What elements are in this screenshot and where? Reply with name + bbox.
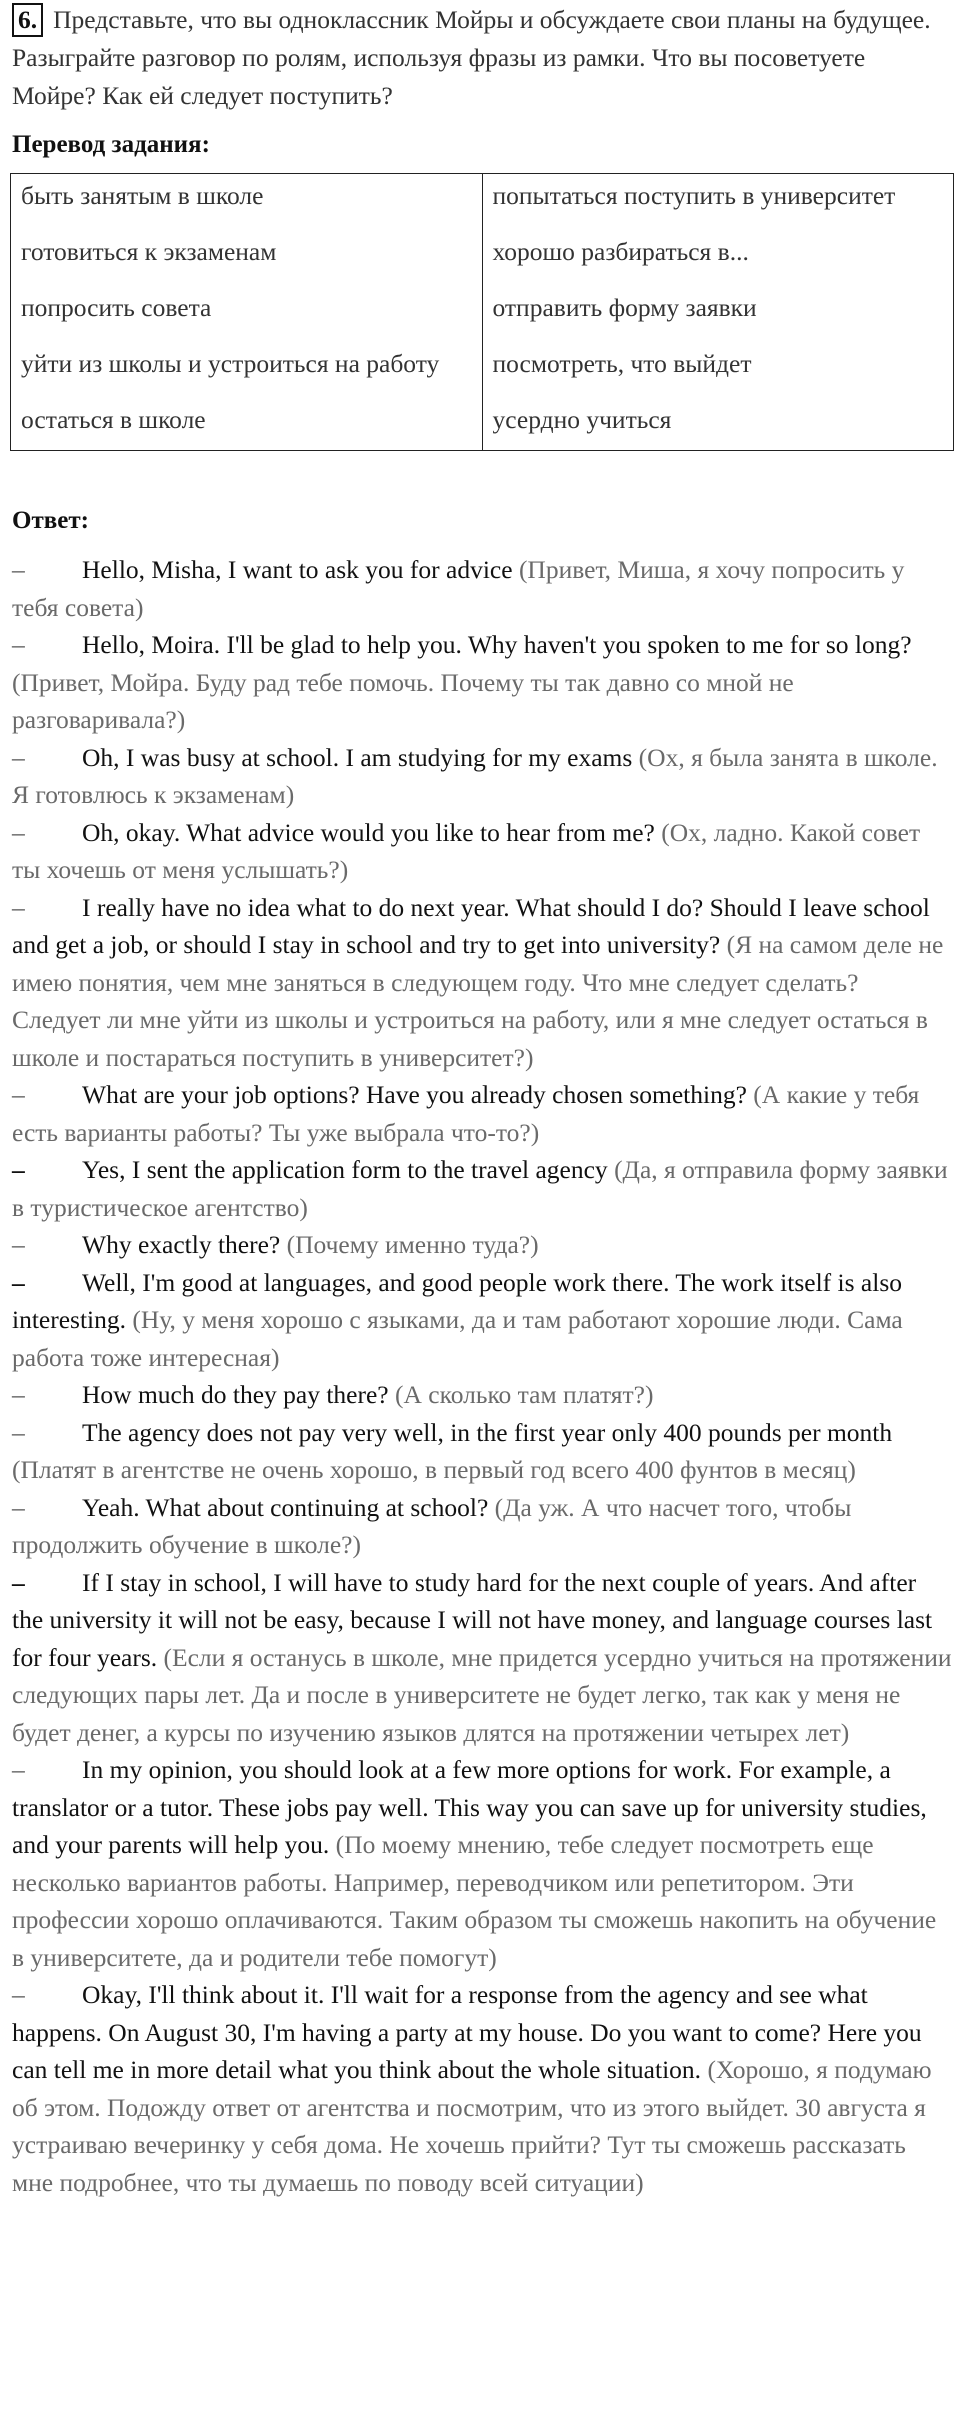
dialogue-russian: (Да, я отправила форму заявки в туристическое агентство) bbox=[12, 1155, 948, 1222]
answer-heading: Ответ: bbox=[12, 507, 89, 534]
dialogue-english: The agency does not pay very well, in the first year only 400 pounds per month bbox=[82, 1417, 893, 1447]
dialogue-line bbox=[12, 551, 952, 626]
dialogue-english: Oh, I was busy at school. I am studying for my exams bbox=[82, 742, 633, 772]
phrase-item: хорошо разбираться в... bbox=[492, 237, 749, 266]
dialogue-dash: – bbox=[12, 1417, 25, 1447]
phrase-item: попросить совета bbox=[21, 293, 212, 322]
dialogue-line bbox=[12, 626, 952, 739]
dialogue-dash: – bbox=[12, 742, 25, 772]
phrase-item: быть занятым в школе bbox=[21, 181, 264, 210]
phrase-item: готовиться к экзаменам bbox=[21, 237, 277, 266]
dialogue-english: Hello, Misha, I want to ask you for advice bbox=[82, 555, 513, 584]
dialogue-english: Why exactly there? bbox=[82, 1230, 281, 1259]
dialogue-line bbox=[12, 1414, 952, 1489]
phrase-item: посмотреть, что выйдет bbox=[492, 349, 752, 378]
dialogue-english: I really have no idea what to do next year. What should I do? Should I leave school and get a job, or should I stay in school and try to get into university? bbox=[12, 892, 930, 959]
dialogue-english: Okay, I'll think about it. I'll wait for a response from the agency and see what happens. On August 30, I'm having a party at my house. Do you want to come? Here you can tell me in more detail what you think about the whole situation. bbox=[12, 1980, 922, 2084]
dialogue-english: Yeah. What about continuing at school? bbox=[82, 1492, 489, 1522]
dialogue-english: Yes, I sent the application form to the travel agency bbox=[82, 1155, 608, 1184]
dialogue-russian: (Ну, у меня хорошо с языками, да и там работают хорошие люди. Сама работа тоже интересная) bbox=[12, 1305, 903, 1372]
phrase-box bbox=[10, 173, 954, 451]
dialogue-russian: (Почему именно туда?) bbox=[286, 1230, 539, 1259]
dialogue-russian: (Ох, ладно. Какой совет ты хочешь от меня услышать?) bbox=[12, 817, 921, 884]
phrase-item: остаться в школе bbox=[21, 405, 206, 434]
dialogue-dash: – bbox=[12, 1267, 25, 1297]
dialogue-russian: (А какие у тебя есть варианты работы? Ты уже выбрала что-то?) bbox=[12, 1080, 920, 1147]
dialogue-dash: – bbox=[12, 892, 25, 922]
dialogue-russian: (По моему мнению, тебе следует посмотреть еще несколько вариантов работы. Например, переводчиком или репетитором. Эти профессии хорошо оплачиваются. Таким образом ты сможешь накопить на обучение в университете, да и родители тебе помогут) bbox=[12, 1830, 937, 1972]
dialogue-english: If I stay in school, I will have to study hard for the next couple of years. And after the university it will not be easy, because I will not have money, and language courses last for four years. bbox=[12, 1567, 933, 1672]
dialogue-dash: – bbox=[12, 1080, 25, 1109]
dialogue-dash: – bbox=[12, 1755, 25, 1784]
dialogue-line bbox=[12, 1976, 952, 2201]
dialogue-english: Hello, Moira. I'll be glad to help you. Why haven't you spoken to me for so long? bbox=[82, 630, 912, 659]
dialogue-russian: (Хорошо, я подумаю об этом. Подожду ответ от агентства и посмотрим, что из этого выйдет. 30 августа я устраиваю вечеринку у себя дома. Не хочешь прийти? Тут ты сможешь рассказать мне подробнее, что ты думаешь по поводу всей ситуации) bbox=[12, 2055, 932, 2197]
phrase-item: усердно учиться bbox=[492, 405, 672, 434]
phrase-item: попытаться поступить в университет bbox=[492, 181, 896, 210]
dialogue-line bbox=[12, 814, 952, 889]
dialogue-russian: (А сколько там платят?) bbox=[395, 1380, 654, 1409]
dialogue-russian: (Платят в агентстве не очень хорошо, в первый год всего 400 фунтов в месяц) bbox=[12, 1455, 856, 1484]
dialogue-dash: – bbox=[12, 555, 25, 584]
dialogue-line bbox=[12, 1226, 952, 1264]
dialogue-dash: – bbox=[12, 1230, 25, 1259]
exercise-page bbox=[12, 0, 952, 2201]
task-text: Представьте, что вы одноклассник Мойры и обсуждаете свои планы на будущее. Разыграйте разговор по ролям, используя фразы из рамки. Что вы посоветуете Мойре? Как ей следует поступить? bbox=[12, 5, 931, 110]
task-instruction bbox=[12, 1, 952, 115]
dialogue-english: How much do they pay there? bbox=[82, 1380, 389, 1409]
dialogue-russian: (Привет, Мойра. Буду рад тебе помочь. Почему ты так давно со мной не разговаривала?) bbox=[12, 667, 794, 734]
dialogue-english: In my opinion, you should look at a few more options for work. For example, a translator or a tutor. These jobs pay well. This way you can save up for university studies, and your parents will help you. bbox=[12, 1755, 927, 1859]
dialogue-line bbox=[12, 1489, 952, 1564]
dialogue-line bbox=[12, 1151, 952, 1226]
phrase-column-left bbox=[11, 174, 483, 451]
dialogue-dash: – bbox=[12, 1492, 25, 1522]
dialogue-dash: – bbox=[12, 1380, 25, 1409]
dialogue-line bbox=[12, 1751, 952, 1976]
dialogue-dash: – bbox=[12, 817, 25, 847]
dialogue-russian: (Да уж. А что насчет того, чтобы продолжить обучение в школе?) bbox=[12, 1492, 852, 1559]
dialogue-line bbox=[12, 1264, 952, 1377]
phrase-column-right bbox=[482, 174, 954, 451]
dialogue-line bbox=[12, 739, 952, 814]
dialogue-russian: (Привет, Миша, я хочу попросить у тебя совета) bbox=[12, 555, 905, 622]
dialogue-russian: (Если я останусь в школе, мне придется усердно учиться на протяжении следующих пары лет. Да и после в университете не будет легко, так как у меня не будет денег, а курсы по изучению языков длятся на протяжении четырех лет) bbox=[12, 1642, 952, 1747]
dialogue bbox=[12, 551, 952, 2201]
phrase-item: уйти из школы и устроиться на работу bbox=[21, 349, 440, 378]
dialogue-dash: – bbox=[12, 1980, 25, 2009]
dialogue-russian: (Я на самом деле не имею понятия, чем мне заняться в следующем году. Что мне следует сделать? Следует ли мне уйти из школы и устроиться на работу, или я мне следует остаться в школе и постараться поступить в университет?) bbox=[12, 930, 944, 1072]
dialogue-line bbox=[12, 1376, 952, 1414]
dialogue-english: Well, I'm good at languages, and good people work there. The work itself is also interesting. bbox=[12, 1267, 902, 1334]
dialogue-line bbox=[12, 1076, 952, 1151]
translation-heading: Перевод задания: bbox=[12, 131, 210, 158]
dialogue-russian: (Ох, я была занята в школе. Я готовлюсь к экзаменам) bbox=[12, 742, 938, 809]
dialogue-english: Oh, okay. What advice would you like to hear from me? bbox=[82, 817, 655, 847]
dialogue-line bbox=[12, 1564, 952, 1752]
dialogue-dash: – bbox=[12, 1567, 25, 1597]
dialogue-dash: – bbox=[12, 630, 25, 659]
dialogue-english: What are your job options? Have you already chosen something? bbox=[82, 1080, 747, 1109]
dialogue-dash: – bbox=[12, 1155, 25, 1184]
dialogue-line bbox=[12, 889, 952, 1077]
task-number: 6. bbox=[12, 3, 43, 37]
phrase-item: отправить форму заявки bbox=[492, 293, 757, 322]
